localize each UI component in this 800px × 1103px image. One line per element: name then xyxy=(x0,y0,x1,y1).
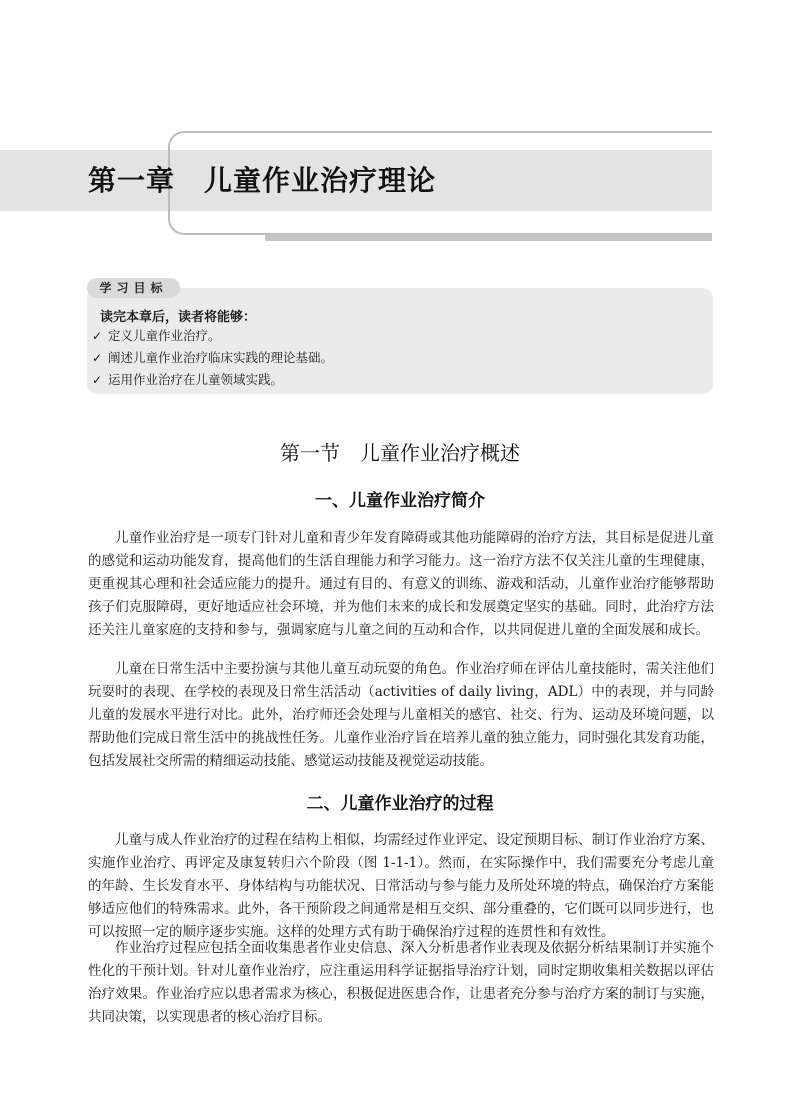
paragraph: 儿童在日常生活中主要扮演与其他儿童互动玩耍的角色。作业治疗师在评估儿童技能时，需关注他们玩耍时的表现、在学校的表现及日常生活活动（activities of daily living，ADL）中的表现，并与同龄儿童的发展水平进行对比。此外，治疗师还会处理与儿童相关的感官、社交、行为、运动及环境问题，以帮助他们完成日常生活中的挑战性任务。儿童作业治疗旨在培养儿童的独立能力，同时强化其发育功能，包括发展社交所需的精细运动技能、感觉运动技能及视觉运动技能。 xyxy=(88,661,714,770)
objective-text: 运用作业治疗在儿童领域实践。 xyxy=(108,372,284,387)
paragraph: 作业治疗过程应包括全面收集患者作业史信息、深入分析患者作业表现及依据分析结果制订并实施个性化的干预计划。针对儿童作业治疗，应注重运用科学证据指导治疗计划，同时定期收集相关数据以评估治疗效果。作业治疗应以患者需求为核心，积极促进医患合作，让患者充分参与治疗方案的制订与实施，共同决策，以实现患者的核心治疗目标。 xyxy=(88,940,714,1026)
section-title: 第一节 儿童作业治疗概述 xyxy=(280,441,520,465)
subsection-title-process: 二、儿童作业治疗的过程 xyxy=(306,794,494,814)
checkmark-icon: ✓ xyxy=(92,351,103,365)
objective-item xyxy=(92,325,333,347)
chapter-title: 第一章 儿童作业治疗理论 xyxy=(88,164,437,197)
checkmark-icon: ✓ xyxy=(92,373,103,387)
objective-item xyxy=(92,347,333,369)
paragraph: 儿童与成人作业治疗的过程在结构上相似，均需经过作业评定、设定预期目标、制订作业治疗方案、实施作业治疗、再评定及康复转归六个阶段（图 1-1-1）。然而，在实际操作中，我们需要充分考虑儿童的年龄、生长发育水平、身体结构与功能状况、日常活动与参与能力及所处环境的特点，确保治疗方案能够适应他们的特殊需求。此外，各干预阶段之间通常是相互交织、部分重叠的，它们既可以同步进行，也可以按照一定的顺序逐步实施。这样的处理方式有助于确保治疗过程的连贯性和有效性。 xyxy=(88,832,714,941)
learning-objectives-label: 学习目标 xyxy=(87,278,180,298)
objective-text: 阐述儿童作业治疗临床实践的理论基础。 xyxy=(108,350,334,365)
objective-text: 定义儿童作业治疗。 xyxy=(108,328,221,343)
chapter-header-underbar xyxy=(265,234,712,241)
checkmark-icon: ✓ xyxy=(92,329,103,343)
learning-objectives-list xyxy=(92,325,333,391)
learning-objectives-intro: 读完本章后，读者将能够： xyxy=(100,310,257,325)
objective-item xyxy=(92,369,333,391)
subsection-title-intro: 一、儿童作业治疗简介 xyxy=(315,491,485,511)
paragraph: 儿童作业治疗是一项专门针对儿童和青少年发育障碍或其他功能障碍的治疗方法，其目标是促进儿童的感觉和运动功能发育，提高他们的生活自理能力和学习能力。这一治疗方法不仅关注儿童的生理健康，更重视其心理和社会适应能力的提升。通过有目的、有意义的训练、游戏和活动，儿童作业治疗能够帮助孩子们克服障碍，更好地适应社会环境，并为他们未来的成长和发展奠定坚实的基础。同时，此治疗方法还关注儿童家庭的支持和参与，强调家庭与儿童之间的互动和合作，以共同促进儿童的全面发展和成长。 xyxy=(88,530,714,639)
